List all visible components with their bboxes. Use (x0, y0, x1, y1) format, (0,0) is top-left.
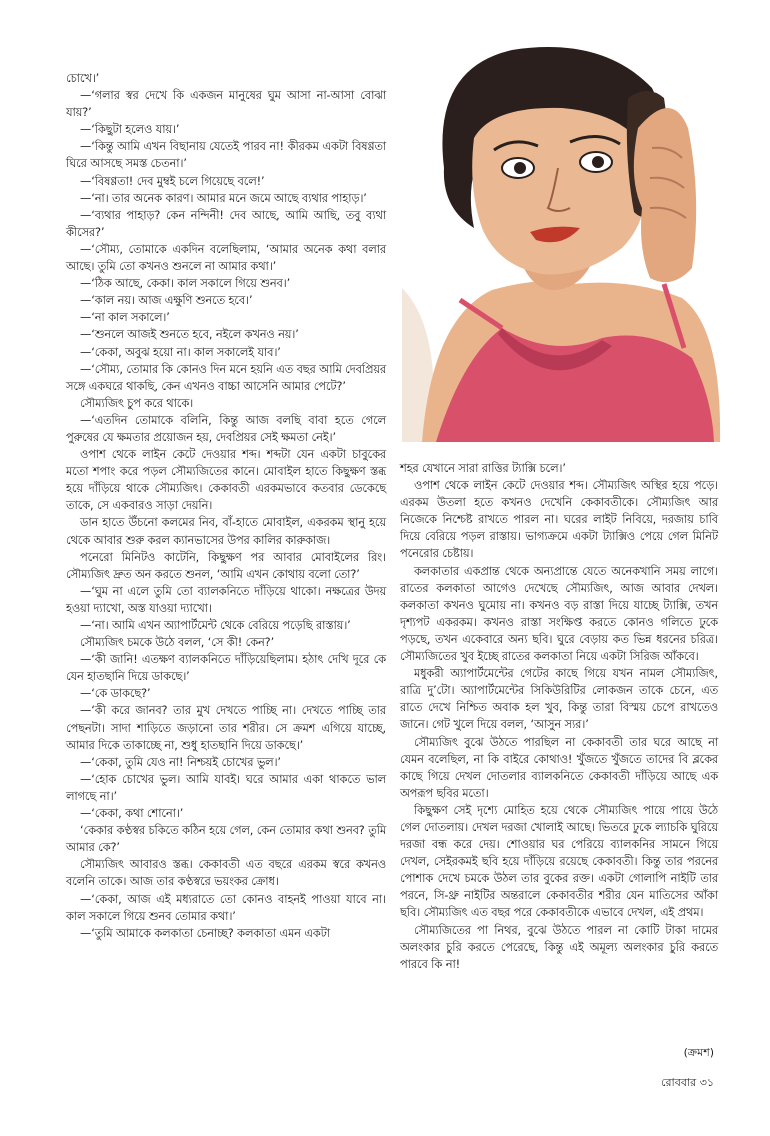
paragraph: —‘কেকা, তুমি যেও না! নিশ্চয়ই চোখের ভুল।’ (80, 755, 281, 769)
paragraph: —‘কী করে জানব? তার মুখ দেখতে পাচ্ছি না। দেখতে পাচ্ছি তার পেছনটা। সাদা শাড়িতে জড়ানো তার শরীর। সে ক্রমশ এগিয়ে যাচ্ছে, আমার দিকে তাকাচ্ছে না, শুধু হাতছানি দিয়ে ডাকছে।’ (66, 704, 386, 752)
paragraph: —‘এতদিন তোমাকে বলিনি, কিন্তু আজ বলছি বাবা হতে গেলে পুরুষের যে ক্ষমতার প্রয়োজন হয়, দেবপ্রিয়র সেই ক্ষমতা নেই।’ (66, 413, 386, 444)
paragraph: শহর যেখানে সারা রাত্তির ট্যাক্সি চলে।’ (400, 462, 566, 475)
illustration-woman-on-phone (402, 28, 740, 442)
paragraph: —‘ব্যথার পাহাড়? কেন নন্দিনী! দেব আছে, আমি আছি, তবু ব্যথা কীসের?’ (66, 208, 386, 239)
paragraph: ডান হাতে উঁচনো কলমের নিব, বাঁ-হাতে মোবাইল, একরকম স্থানু হয়ে থেকে আবার শুরু করল ক্যানভাসের উপর কালির কারুকাজ। (66, 516, 386, 547)
paragraph: সৌম্যজিৎ আবারও স্তব্ধ। কেকাবতী এত বছরে এরকম স্বরে কখনও বলেনি তাকে। আজ তার কণ্ঠস্বরে ভয়ংকর ক্রোধ। (66, 858, 386, 889)
paragraph: —‘না। তার অনেক কারণ। আমার মনে জমে আছে ব্যথার পাহাড়।’ (80, 191, 367, 205)
paragraph: —‘তুমি আমাকে কলকাতা চেনাচ্ছ? কলকাতা এমন একটা (80, 926, 330, 940)
paragraph: —‘কাল নয়। আজ এক্ষুণি শুনতে হবে।’ (80, 294, 253, 308)
paragraph: মধুকরী অ্যাপার্টমেন্টের গেটের কাছে গিয়ে যখন নামল সৌম্যজিৎ, রাত্রি দু’টো। অ্যাপার্টমেন্টের সিকিউরিটির লোকজন তাকে চেনে, এত রাতে দেখে নিশ্চিত অবাক হল খুব, কিন্তু তারা বিস্ময় চেপে রাখতেও জানে। গেট খুলে দিয়ে বলল, ‘আসুন স্যর।’ (400, 667, 718, 732)
paragraph: —‘হোক চোখের ভুল। আমি যাবই। ঘরে আমার একা থাকতে ভাল লাগছে না।’ (66, 772, 386, 803)
paragraph: সৌম্যজিৎ বুঝে উঠতে পারছিল না কেকাবতী তার ঘরে আছে না যেমন বলেছিল, না কি বাইরে কোথাও! খুঁজতে খুঁজতে তাদের বি ব্লকের কাছে গিয়ে দেখল দোতলার ব্যালকনিতে কেকাবতী দাঁড়িয়ে আছে এক অপরূপ ছবির মতো। (400, 735, 718, 800)
continued-label: (ক্রমশ) (683, 1046, 714, 1059)
paragraph: —‘কিছুটা হলেও যায়।’ (80, 123, 180, 137)
paragraph: —‘ঠিক আছে, কেকা। কাল সকালে গিয়ে শুনব।’ (80, 277, 291, 291)
paragraph: সৌম্যজিতের পা নিথর, বুঝে উঠতে পারল না কোটি টাকা দামের অলংকার চুরি করতে পেরেছে, কিন্তু এই অমূল্য অলংকার চুরি করতে পারবে কি না! (400, 923, 718, 971)
paragraph: —‘শুনলে আজই শুনতে হবে, নইলে কখনও নয়।’ (80, 328, 299, 342)
paragraph: —‘সৌম্য, তোমার কি কোনও দিন মনে হয়নি এত বছর আমি দেবপ্রিয়র সঙ্গে একঘরে থাকছি, কেন এখনও বাচ্চা আসেনি আমার পেটে?’ (66, 362, 386, 393)
paragraph: —‘না। আমি এখন অ্যাপার্টমেন্ট থেকে বেরিয়ে পড়েছি রাস্তায়।’ (80, 619, 351, 632)
page-footer: রোববার ৩১ (661, 1076, 714, 1089)
paragraph: —‘গলার স্বর দেখে কি একজন মানুষের ঘুম আসা না-আসা বোঝা যায়?’ (66, 89, 386, 120)
paragraph: কিছুক্ষণ সেই দৃশ্যে মোহিত হয়ে থেকে সৌম্যজিৎ পায়ে পায়ে উঠে গেল দোতলায়। দেখল দরজা খোলাই আছে। ভিতরে ঢুকে ল্যাচকি ঘুরিয়ে দরজা বন্ধ করে দেয়। শোওয়ার ঘর পেরিয়ে ব্যালকনির সামনে গিয়ে দেখল, সেইরকমই ছবি হয়ে দাঁড়িয়ে রয়েছে কেকাবতী। কিন্তু তার পরনের পোশাক দেখে চমকে উঠল তার বুকের রক্ত। একটা গোলাপি নাইটি তার পরনে, সি-থ্রু নাইটির অন্তরালে কেকাবতীর শরীর যেন মাতিসের আঁকা ছবি। সৌম্যজিৎ এত বছর পরে কেকাবতীকে এভাবে দেখল, এই প্রথম। (400, 803, 718, 920)
paragraph: —‘সৌম্য, তোমাকে একদিন বলেছিলাম, ‘আমার অনেক কথা বলার আছে। তুমি তো কখনও শুনলে না আমার কথা।’ (66, 242, 386, 274)
paragraph: পনেরো মিনিটও কাটেনি, কিছুক্ষণ পর আবার মোবাইলের রিং। সৌম্যজিৎ দ্রুত অন করতে শুনল, ‘আমি এখন কোথায় বলো তো?’ (66, 550, 386, 581)
paragraph: —‘কেকা, কথা শোনো।’ (80, 807, 184, 821)
paragraph: ‘কেকার কণ্ঠস্বর চকিতে কঠিন হয়ে গেল, কেন তোমার কথা শুনব? তুমি আমার কে?’ (66, 824, 386, 855)
paragraph: ওপাশ থেকে লাইন কেটে দেওয়ার শব্দ। শব্দটা যেন একটা চাবুকের মতো শপাং করে পড়ল সৌম্যজিতের কানে। মোবাইল হাতে কিছুক্ষণ স্তব্ধ হয়ে দাঁড়িয়ে থাকে সৌম্যজিৎ। কেকাবতী এরকমভাবে কতবার ডেকেছে তাকে, সে একবারও সাড়া দেয়নি। (66, 448, 386, 513)
article-left-column (66, 70, 386, 942)
paragraph: সৌম্যজিৎ চমকে উঠে বলল, ‘সে কী! কেন?’ (80, 636, 275, 650)
paragraph: চোখে।’ (66, 72, 100, 85)
paragraph: —‘না কাল সকালে।’ (80, 311, 170, 325)
paragraph: —‘কেকা, অবুঝ হয়ো না। কাল সকালেই যাব।’ (80, 345, 281, 359)
woman-on-phone-drawing (402, 28, 740, 442)
paragraph: —‘কেকা, আজ এই মধ্যরাতে তো কোনও বাহনই পাওয়া যাবে না। কাল সকালে গিয়ে শুনব তোমার কথা।’ (66, 892, 386, 923)
paragraph: —‘কী জানি! এতক্ষণ ব্যালকনিতে দাঁড়িয়েছিলাম। হঠাৎ দেখি দূরে কে যেন হাতছানি দিয়ে ডাকছে।’ (66, 653, 386, 684)
paragraph: —‘কে ডাকছে?’ (80, 687, 151, 701)
paragraph: কলকাতার একপ্রান্ত থেকে অন্যপ্রান্তে যেতে অনেকখানি সময় লাগে। রাতের কলকাতা আগেও দেখেছে সৌম্যজিৎ, আজ আবার দেখল। কলকাতা কখনও ঘুমোয় না। কখনও বড় রাস্তা দিয়ে যাচ্ছে ট্যাক্সি, তখন দৃশ্যপট একরকম। কখনও রাস্তা সংক্ষিপ্ত করতে কোনও গলিতে ঢুকে পড়ছে, তখন একেবারে অন্য ছবি। ঘুরে বেড়ায় কত ভিন্ন ধরনের চরিত্র। সৌম্যজিতের খুব ইচ্ছে রাতের কলকাতা নিয়ে একটা সিরিজ আঁকবে। (400, 564, 718, 664)
article-right-column (400, 460, 718, 973)
paragraph: সৌম্যজিৎ চুপ করে থাকে। (80, 396, 194, 410)
paragraph: —‘বিষণ্ণতা! দেব মুম্বই চলে গিয়েছে বলে!’ (80, 174, 265, 188)
paragraph: —‘কিন্তু আমি এখন বিছানায় যেতেই পারব না! কীরকম একটা বিষণ্ণতা ঘিরে আসছে সমস্ত চেতনা।’ (66, 140, 386, 171)
paragraph: ওপাশ থেকে লাইন কেটে দেওয়ার শব্দ। সৌম্যজিৎ অস্থির হয়ে পড়ে। এরকম উতলা হতে কখনও দেখেনি কেকাবতীকে। সৌম্যজিৎ আর নিজেকে নিশ্চেষ্ট রাখতে পারল না। ঘরের লাইট নিবিয়ে, দরজায় চাবি দিয়ে বেরিয়ে পড়ল রাস্তায়। ভাগ্যক্রমে একটা ট্যাক্সিও পেয়ে গেল মিনিট পনেরোর চেষ্টায়। (400, 479, 718, 561)
paragraph: —‘ঘুম না এলে তুমি তো ব্যালকনিতে দাঁড়িয়ে থাকো। নক্ষত্রের উদয় হওয়া দ্যাখো, অস্ত যাওয়া দ্যাখো। (66, 584, 386, 615)
